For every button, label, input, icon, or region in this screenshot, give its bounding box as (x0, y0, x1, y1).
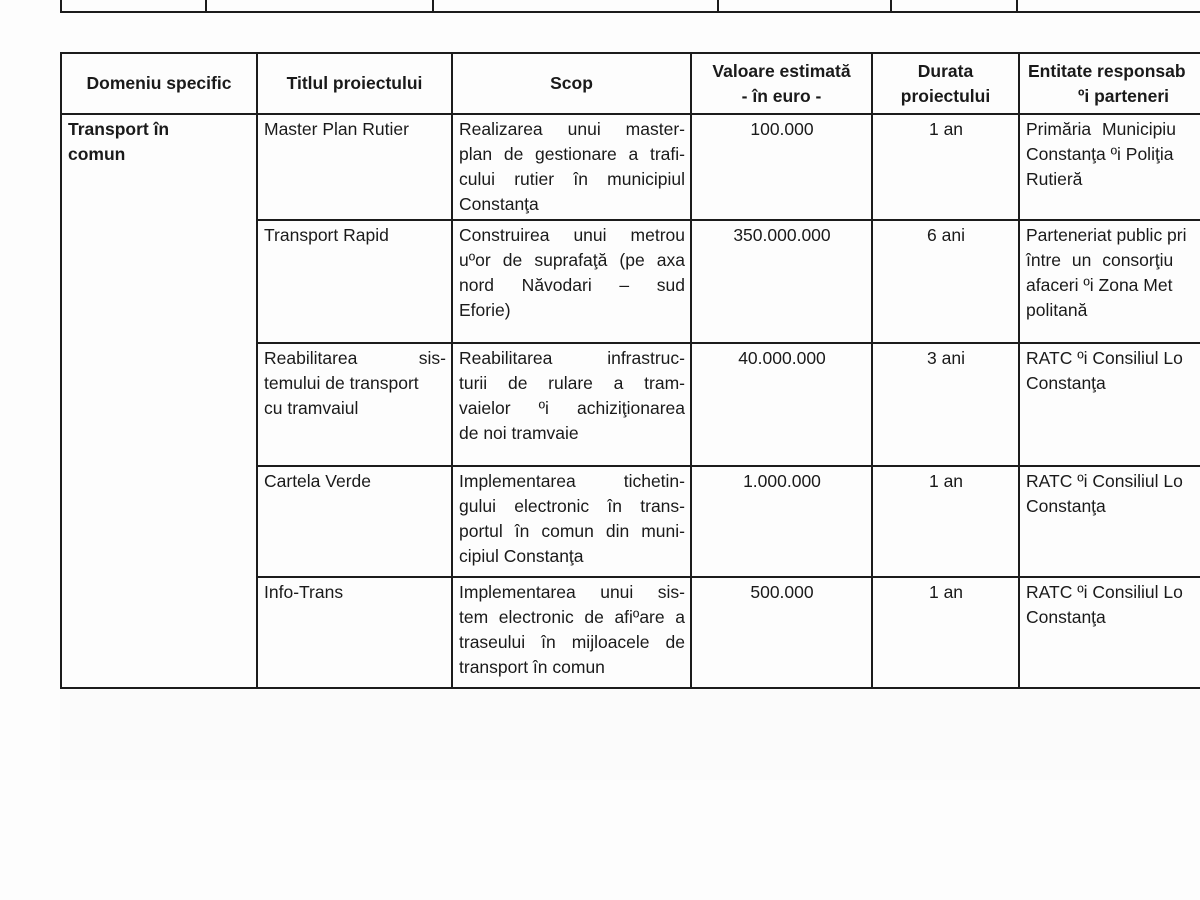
scope-line: Constanţa (459, 194, 539, 214)
scope-line: Reabilitarea infrastruc- (459, 348, 685, 368)
header-entity-line1: Entitate responsab (1028, 60, 1186, 81)
project-value: 1.000.000 (691, 466, 872, 577)
project-title: Master Plan Rutier (264, 119, 409, 139)
entity-line: Parteneriat public pri (1026, 225, 1187, 245)
scope-line: cipiul Constanţa (459, 546, 584, 566)
project-value: 350.000.000 (691, 220, 872, 343)
header-entity (1019, 53, 1200, 114)
header-value (691, 53, 872, 114)
project-title-cell (257, 577, 452, 688)
entity-line: RATC ºi Consiliul Lo (1026, 348, 1183, 368)
entity-line: politană (1026, 300, 1088, 320)
table-column-divider (432, 0, 434, 11)
scope-line: Implementarea tichetin- (459, 471, 685, 491)
scope-line: Realizarea unui master- (459, 119, 685, 139)
scope-line: traseului în mijloacele de (459, 632, 685, 652)
project-duration: 3 ani (872, 343, 1019, 466)
scope-line: tem electronic de afiºare a (459, 607, 685, 627)
project-title-cell (257, 220, 452, 343)
project-title-cell (257, 343, 452, 466)
project-entity-cell (1019, 220, 1200, 343)
entity-line: între un consorţiu (1026, 250, 1174, 270)
project-title: Reabilitarea sis- (264, 348, 446, 368)
scope-line: cului rutier în municipiul (459, 169, 685, 189)
entity-line: RATC ºi Consiliul Lo (1026, 471, 1183, 491)
table-column-divider (890, 0, 892, 11)
project-scope-cell (452, 466, 691, 577)
scope-line: Eforie) (459, 300, 511, 320)
header-scope: Scop (452, 53, 691, 114)
entity-line: Constanţa (1026, 607, 1106, 627)
previous-table-fragment (60, 0, 1200, 13)
project-title: Info-Trans (264, 582, 344, 602)
project-title: Transport Rapid (264, 225, 389, 245)
project-scope-cell (452, 220, 691, 343)
scope-line: nord Năvodari – sud (459, 275, 685, 295)
entity-line: Constanţa (1026, 373, 1106, 393)
scope-line: gului electronic în trans- (459, 496, 685, 516)
entity-line: Constanţa ºi Poliţia (1026, 144, 1174, 164)
domain-cell (61, 114, 257, 688)
header-title: Titlul proiectului (257, 53, 452, 114)
project-value: 100.000 (691, 114, 872, 220)
header-duration-line1: Durata (917, 60, 974, 81)
project-title: cu tramvaiul (264, 398, 359, 418)
project-scope-cell (452, 114, 691, 220)
scope-line: portul în comun din muni- (459, 521, 685, 541)
scope-line: Implementarea unui sis- (459, 582, 685, 602)
scope-line: uºor de suprafaţă (pe axa (459, 250, 685, 270)
scope-line: plan de gestionare a trafi- (459, 144, 685, 164)
entity-line: RATC ºi Consiliul Lo (1026, 582, 1183, 602)
domain-line2: comun (68, 144, 126, 164)
scope-line: vaielor ºi achiziţionarea (459, 398, 685, 418)
entity-line: Constanţa (1026, 496, 1106, 516)
project-title-cell (257, 114, 452, 220)
project-entity-cell (1019, 466, 1200, 577)
scope-line: de noi tramvaie (459, 423, 579, 443)
project-value: 40.000.000 (691, 343, 872, 466)
header-duration (872, 53, 1019, 114)
project-title-cell (257, 466, 452, 577)
header-duration-line2: proiectului (900, 85, 991, 106)
scope-line: turii de rulare a tram- (459, 373, 685, 393)
project-value: 500.000 (691, 577, 872, 688)
entity-line: afaceri ºi Zona Met (1026, 275, 1173, 295)
project-duration: 6 ani (872, 220, 1019, 343)
table-column-divider (717, 0, 719, 11)
table-column-divider (205, 0, 207, 11)
project-entity-cell (1019, 343, 1200, 466)
project-duration: 1 an (872, 466, 1019, 577)
project-entity-cell (1019, 114, 1200, 220)
header-value-line1: Valoare estimată (712, 60, 851, 81)
page-blank-area (60, 690, 1200, 780)
entity-line: Primăria Municipiu (1026, 119, 1176, 139)
domain-line1: Transport în (68, 119, 170, 139)
header-entity-line2: ºi parteneri (1078, 85, 1170, 106)
projects-table (60, 52, 1200, 689)
table-header-row (61, 53, 1200, 114)
table-row (61, 114, 1200, 220)
project-scope-cell (452, 577, 691, 688)
entity-line: Rutieră (1026, 169, 1083, 189)
header-domain: Domeniu specific (61, 53, 257, 114)
project-title: Cartela Verde (264, 471, 372, 491)
table-column-divider (1016, 0, 1018, 11)
scope-line: Construirea unui metrou (459, 225, 685, 245)
header-value-line2: - în euro - (741, 85, 822, 106)
project-duration: 1 an (872, 577, 1019, 688)
project-duration: 1 an (872, 114, 1019, 220)
scope-line: transport în comun (459, 657, 605, 677)
project-entity-cell (1019, 577, 1200, 688)
project-scope-cell (452, 343, 691, 466)
project-title: temului de transport (264, 373, 419, 393)
